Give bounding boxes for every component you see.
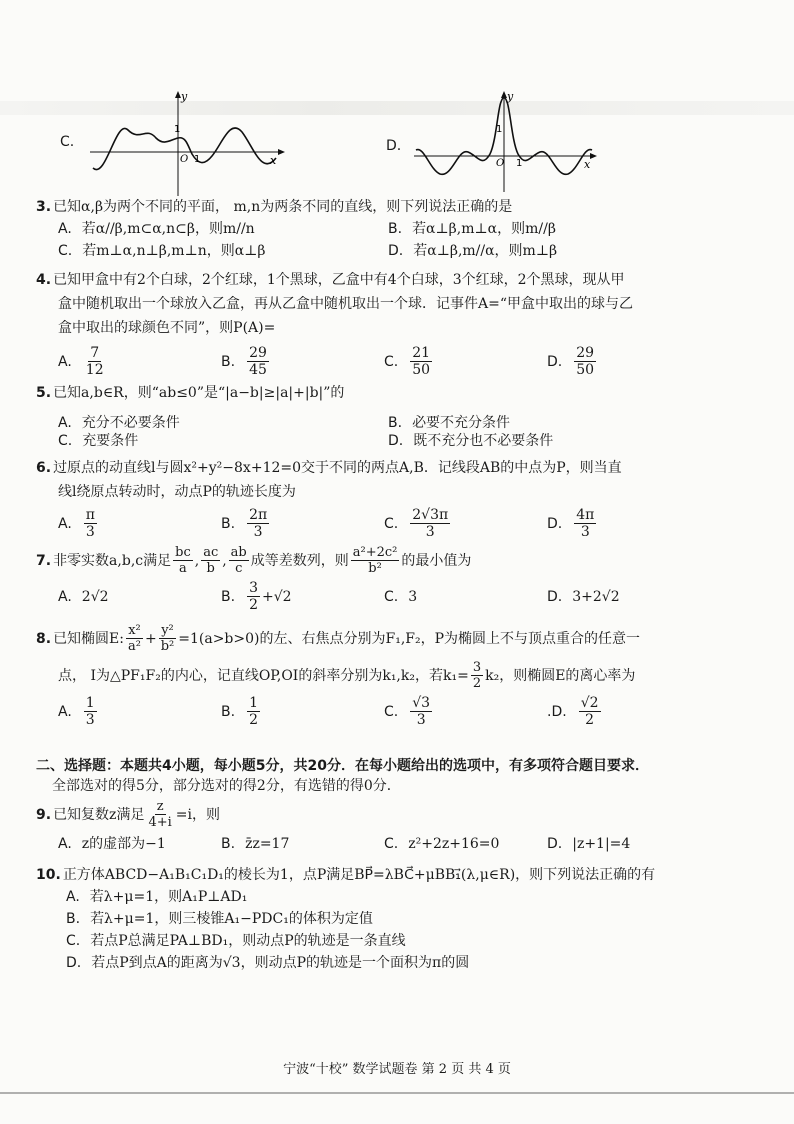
section-2-scoring: 全部选对的得5分，部分选对的得2分，有选错的得0分． — [52, 778, 401, 794]
graph-d-x-arrow — [590, 153, 597, 159]
question-8-option-c[interactable]: C. $\frac{√3}{3}$ — [384, 695, 431, 728]
question-5-options-row2 — [36, 432, 762, 450]
question-4 — [36, 268, 762, 377]
question-7 — [36, 546, 762, 612]
question-3-option-b[interactable]: B. 若α⊥β,m⊥α，则m//β — [388, 221, 556, 237]
question-8-option-d[interactable]: .D. $\frac{√2}{2}$ — [547, 695, 599, 728]
question-3-stem: 3. 已知α,β为两个不同的平面， m,n为两条不同的直线，则下列说法正确的是 — [36, 199, 513, 215]
question-7-option-b[interactable]: B. $\frac{3}{2}$ +√2 — [221, 580, 292, 613]
question-6-stem-line2: 线l绕原点转动时，动点P的轨迹长度为 — [58, 484, 296, 500]
question-9-options — [36, 835, 762, 853]
scan-edge-line — [0, 1092, 794, 1094]
question-7-option-c[interactable]: C. 3 — [384, 588, 418, 605]
question-3 — [36, 198, 762, 260]
question-9-option-c[interactable]: C. z²+2z+16=0 — [384, 836, 500, 852]
question-7-stem: 7. 非零实数a,b,c满足 $\frac{bc}{a}$ , $\frac{ac}{b}$ , $\frac{ab}{c}$ 成等差数列，则 $\frac{\text{a²+2c²}}{\text{b²}}$ 的最小值为 — [36, 545, 472, 576]
graph-c-tick-y1: 1 — [174, 124, 181, 135]
graph-d-origin: O — [496, 158, 505, 169]
question-10 — [36, 864, 762, 974]
graph-c-tick-x1: 1 — [194, 154, 201, 165]
question-4-stem-line3: 盒中取出的球颜色不同”，则P(A)= — [58, 320, 276, 336]
question-8 — [36, 624, 762, 727]
question-5 — [36, 384, 762, 450]
question-4-option-c[interactable]: C. $\frac{21}{50}$ — [384, 345, 431, 378]
question-6-option-b[interactable]: B. $\frac{2\pi}{3}$ — [221, 507, 268, 540]
question-10-option-c[interactable]: C. 若点P总满足PA⊥BD₁，则动点P的轨迹是一条直线 — [66, 933, 406, 949]
question-6-stem: 6. 过原点的动直线l与圆x²+y²−8x+12=0交于不同的两点A,B．记线段AB的中点为P，则当直 — [36, 460, 622, 476]
question-4-stem-line2: 盒中随机取出一个球放入乙盒，再从乙盒中随机取出一个球．记事件A=“甲盒中取出的球与乙 — [58, 296, 633, 312]
option-c-label: C. — [60, 134, 75, 150]
graph-d-x-label: x — [584, 158, 591, 171]
question-4-options — [36, 346, 762, 377]
question-4-option-a[interactable]: A. $\frac{7}{12}$ — [58, 345, 104, 378]
question-6-options — [36, 508, 762, 539]
question-10-options — [36, 886, 762, 974]
graph-c-origin: O — [180, 154, 189, 165]
question-6-option-a[interactable]: A. $\frac{\pi}{3}$ — [58, 507, 95, 540]
question-9-stem: 9. 已知复数z满足 $\frac{z}{4+i}$ =i，则 — [36, 799, 220, 830]
question-5-option-d[interactable]: D. 既不充分也不必要条件 — [388, 433, 554, 449]
question-10-stem: 10. 正方体ABCD−A₁B₁C₁D₁的棱长为1，点P满足BP⃗=λBC⃗+μBB₁⃗(λ,μ∈R)，则下列说法正确的有 — [36, 867, 656, 883]
graph-d-y-label: y — [507, 90, 514, 103]
question-3-option-d[interactable]: D. 若α⊥β,m//α，则m⊥β — [388, 243, 558, 259]
section-2-heading — [36, 756, 766, 796]
graph-d-tick-y1: 1 — [496, 124, 503, 135]
question-5-options-row1 — [36, 414, 762, 432]
graph-c-y-label: y — [181, 90, 188, 103]
question-9-option-d[interactable]: D. |z+1|=4 — [547, 836, 631, 852]
graph-c-x-arrow — [278, 149, 285, 155]
question-3-option-c[interactable]: C. 若m⊥α,n⊥β,m⊥n，则α⊥β — [58, 243, 266, 259]
question-9-option-b[interactable]: B. z̄z=17 — [221, 836, 290, 852]
question-5-option-b[interactable]: B. 必要不充分条件 — [388, 415, 511, 431]
question-8-option-a[interactable]: A. $\frac{1}{3}$ — [58, 695, 95, 728]
graph-d-tick-x1: 1 — [516, 158, 523, 169]
option-d-label: D. — [386, 138, 402, 154]
question-7-options — [36, 581, 762, 612]
question-6 — [36, 456, 762, 539]
graph-option-d — [412, 88, 602, 196]
graph-d-svg — [412, 88, 602, 196]
question-10-option-b[interactable]: B. 若λ+μ=1，则三棱锥A₁−PDC₁的体积为定值 — [66, 911, 373, 927]
graph-option-c — [88, 88, 288, 200]
question-7-option-d[interactable]: D. 3+2√2 — [547, 588, 620, 605]
question-8-stem: 8. 已知椭圆E: $\frac{\text{x²}}{\text{a²}}$ + $\frac{\text{y²}}{\text{b²}}$ =1(a>b>0)的左、右焦点分别为F₁,F₂，P为椭圆上不与顶点重合的任意一 — [36, 623, 641, 654]
question-4-option-d[interactable]: D. $\frac{29}{50}$ — [547, 345, 595, 378]
question-5-stem: 5. 已知a,b∈R，则“ab≤0”是“|a−b|≥|a|+|b|”的 — [36, 385, 345, 401]
question-7-option-a[interactable]: A. 2√2 — [58, 588, 109, 605]
section-2-title: 二、选择题：本题共4小题，每小题5分，共20分．在每小题给出的选项中，有多项符合题目要求． — [36, 758, 649, 774]
graph-c-x-label: x — [270, 154, 277, 167]
question-3-options-row2 — [36, 242, 762, 260]
question-5-option-c[interactable]: C. 充要条件 — [58, 433, 139, 449]
page-footer: 宁波“十校” 数学试题卷 第 2 页 共 4 页 — [283, 1062, 511, 1077]
question-10-option-d[interactable]: D. 若点P到点A的距离为√3，则动点P的轨迹是一个面积为π的圆 — [66, 955, 470, 971]
question-4-option-b[interactable]: B. $\frac{29}{45}$ — [221, 345, 267, 378]
question-8-option-b[interactable]: B. $\frac{1}{2}$ — [221, 695, 258, 728]
question-5-option-a[interactable]: A. 充分不必要条件 — [58, 415, 180, 431]
question-3-options-row1 — [36, 220, 762, 238]
graph-c-svg — [88, 88, 288, 200]
question-6-option-c[interactable]: C. $\frac{2√3\pi}{3}$ — [384, 507, 449, 540]
question-8-options — [36, 696, 762, 727]
question-6-option-d[interactable]: D. $\frac{4\pi}{3}$ — [547, 507, 595, 540]
question-9 — [36, 800, 762, 853]
question-3-option-a[interactable]: A. 若α//β,m⊂α,n⊂β，则m//n — [58, 221, 255, 237]
question-8-stem-line2: 点， I为△PF₁F₂的内心，记直线OP,OI的斜率分别为k₁,k₂，若k₁= $\frac{3}{2}$ k₂，则椭圆E的离心率为 — [58, 660, 636, 691]
question-4-stem: 4. 已知甲盒中有2个白球，2个红球，1个黑球，乙盒中有4个白球，3个红球，2个黑球，现从甲 — [36, 272, 625, 288]
question-10-option-a[interactable]: A. 若λ+μ=1，则A₁P⊥AD₁ — [66, 889, 248, 905]
question-9-option-a[interactable]: A. z的虚部为−1 — [58, 836, 166, 852]
